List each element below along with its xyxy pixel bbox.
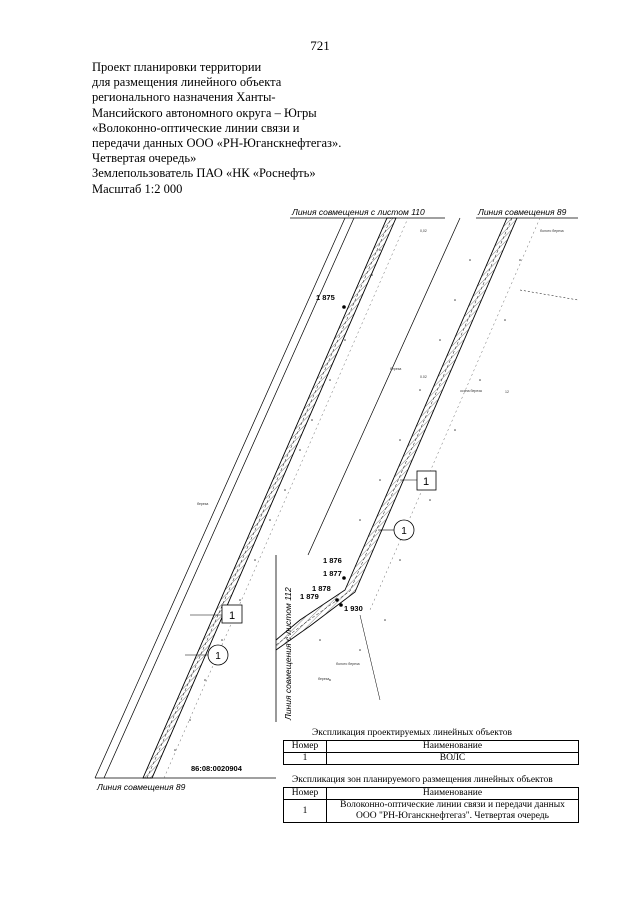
- page-number: 721: [310, 38, 330, 53]
- header-line: Четвертая очередь»: [92, 151, 197, 166]
- svg-text:1: 1: [215, 651, 221, 662]
- point-label: 1 876: [323, 556, 342, 565]
- point-marker: [339, 603, 343, 607]
- point-label: 1 879: [300, 592, 319, 601]
- right-corridor: [276, 218, 578, 700]
- point-label: 1 875: [316, 293, 335, 302]
- left-corridor: [95, 218, 408, 778]
- line-label-89-bottom: Линия совмещения 89: [97, 782, 186, 792]
- small-label: береза: [318, 677, 330, 681]
- point-marker: [342, 305, 346, 309]
- small-label: 0,02: [420, 229, 427, 233]
- table-cell: 1: [284, 800, 327, 823]
- table-zones: [283, 787, 579, 823]
- header-line: Масштаб 1:2 000: [92, 181, 183, 196]
- header-line: Мансийского автономного округа – Югры: [92, 105, 317, 120]
- point-marker: [342, 576, 346, 580]
- parcel-number: 86:08:0020904: [191, 764, 242, 773]
- header-line: Проект планировки территории: [92, 60, 262, 74]
- small-label: осина береза: [460, 389, 482, 393]
- table-header: Номер: [284, 741, 327, 753]
- point-label: 1 877: [323, 569, 342, 578]
- svg-text:1: 1: [228, 610, 236, 622]
- header-line: регионального назначения Ханты-: [92, 90, 276, 105]
- svg-text:1: 1: [422, 476, 430, 488]
- small-label: болото береза: [540, 229, 564, 233]
- line-label-sheet-110: Линия совмещения с листом 110: [292, 207, 425, 217]
- line-label-sheet-112: Линия совмещения с листом 112: [283, 587, 293, 720]
- header-line: для размещения линейного объекта: [92, 75, 282, 90]
- header-line: «Волоконно-оптические линии связи и: [92, 120, 300, 135]
- svg-text:1: 1: [401, 526, 407, 537]
- small-label: береза: [197, 502, 209, 506]
- table-header: Наименование: [327, 741, 579, 753]
- table-cell: Волоконно-оптические линии связи и передачи данных ООО "РН-Юганскнефтегаз". Четвертая очередь: [327, 800, 579, 823]
- small-label: болото береза: [336, 662, 360, 666]
- table-zones-caption: Экспликация зон планируемого размещения линейных объектов: [292, 775, 553, 785]
- header-line: передачи данных ООО «РН-Юганскнефтегаз».: [92, 136, 342, 151]
- point-label: 1 878: [312, 584, 331, 593]
- small-label: 0.02: [420, 375, 427, 379]
- point-label: 1 930: [344, 604, 363, 613]
- table-header: Наименование: [327, 788, 579, 800]
- point-marker: [335, 598, 339, 602]
- line-label-89-top: Линия совмещения 89: [478, 207, 567, 217]
- table-objects-caption: Экспликация проектируемых линейных объектов: [312, 728, 513, 738]
- header-line: Землепользователь ПАО «НК «Роснефть»: [92, 166, 316, 181]
- table-header: Номер: [284, 788, 327, 800]
- small-label: 12: [505, 390, 509, 394]
- table-objects: [283, 740, 579, 765]
- table-cell: ВОЛС: [327, 753, 579, 765]
- small-label: береза: [390, 367, 402, 371]
- table-cell: 1: [284, 753, 327, 765]
